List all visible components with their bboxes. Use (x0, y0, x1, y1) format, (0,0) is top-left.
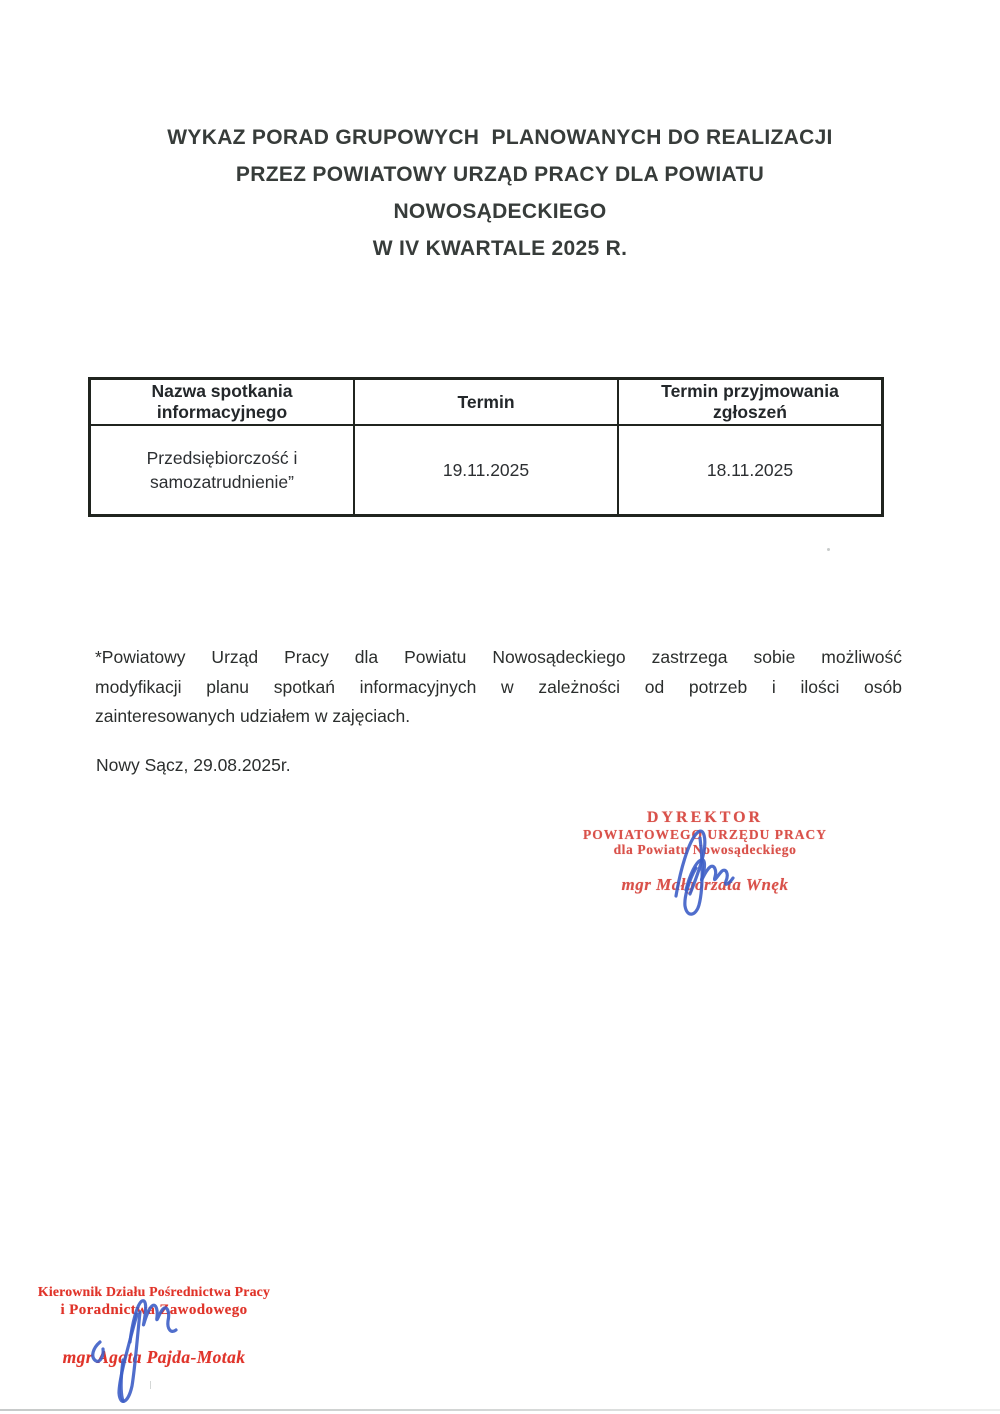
column-header-nazwa-spotkania: Nazwa spotkania informacyjnego (90, 379, 355, 426)
table-header-row (90, 379, 883, 426)
scan-speck (827, 548, 830, 551)
schedule-table (88, 377, 884, 517)
title-line-4: W IV KWARTALE 2025 R. (372, 237, 628, 260)
title-line-1: WYKAZ PORAD GRUPOWYCH PLANOWANYCH DO REALIZACJI (167, 126, 833, 149)
cell-termin: 19.11.2025 (354, 425, 618, 516)
stamp-kierownik-line1: Kierownik Działu Pośrednictwa Pracy (37, 1284, 271, 1299)
table-row (90, 425, 883, 516)
note-line-1: *Powiatowy Urząd Pracy dla Powiatu Nowosądeckiego zastrzega sobie możliwość (95, 647, 902, 667)
cell-termin-zgloszen: 18.11.2025 (618, 425, 883, 516)
column-header-termin-zgloszen: Termin przyjmowania zgłoszeń (618, 379, 883, 426)
stamp-kierownik-line2: i Poradnictwa Zawodowego (60, 1302, 248, 1318)
column-header-termin: Termin (354, 379, 618, 426)
note-paragraph (95, 643, 902, 732)
stamp-director (565, 810, 845, 895)
date-line: Nowy Sącz, 29.08.2025r. (96, 755, 291, 775)
stamp-kierownik (28, 1282, 280, 1368)
stamp-director-title: DYREKTOR (646, 809, 764, 826)
title-line-2: PRZEZ POWIATOWY URZĄD PRACY DLA POWIATU (235, 163, 765, 186)
stamp-director-district: dla Powiatu Nowosądeckiego (613, 842, 797, 857)
note-line-3: zainteresowanych udziałem w zajęciach. (95, 706, 411, 726)
stamp-kierownik-signee: mgr Agata Pajda-Motak (62, 1347, 246, 1367)
scan-edge-line (0, 1409, 1000, 1411)
stamp-director-signee: mgr Małgorzata Wnęk (621, 875, 789, 894)
stamp-director-office: POWIATOWEGO URZĘDU PRACY (582, 827, 827, 842)
title-line-3: NOWOSĄDECKIEGO (393, 200, 607, 223)
cell-nazwa-spotkania: Przedsiębiorczość i samozatrudnienie” (90, 425, 355, 516)
page-title (0, 119, 1000, 267)
note-line-2: modyfikacji planu spotkań informacyjnych w zależności od potrzeb i ilości osób (95, 676, 902, 697)
scan-tick (150, 1381, 151, 1389)
